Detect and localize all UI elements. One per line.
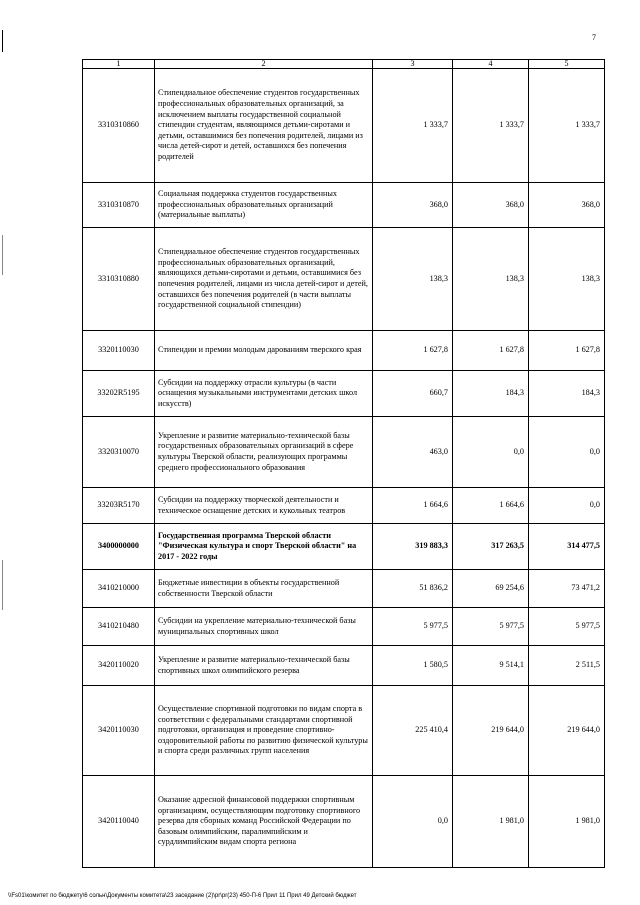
row-value-col5: 1 627,8 bbox=[529, 331, 605, 371]
row-code: 3400000000 bbox=[83, 524, 155, 570]
column-number-4: 4 bbox=[453, 60, 529, 69]
row-description: Субсидии на поддержку отрасли культуры (в части оснащения музыкальными инструментами детских школ искусств) bbox=[155, 371, 373, 417]
row-code: 33202R5195 bbox=[83, 371, 155, 417]
table-row bbox=[83, 608, 605, 646]
row-description: Оказание адресной финансовой поддержки спортивным организациям, осуществляющим подготовку спортивного резерва для сборных команд Российской Федерации по базовым олимпийским, паралимпийским и сурдлимпийским видам спорта региона bbox=[155, 776, 373, 868]
row-value-col4: 9 514,1 bbox=[453, 646, 529, 686]
row-code: 3310310860 bbox=[83, 69, 155, 183]
row-value-col4: 69 254,6 bbox=[453, 570, 529, 608]
row-value-col5: 1 981,0 bbox=[529, 776, 605, 868]
row-value-col5: 5 977,5 bbox=[529, 608, 605, 646]
row-value-col3: 319 883,3 bbox=[373, 524, 453, 570]
row-value-col4: 184,3 bbox=[453, 371, 529, 417]
row-value-col3: 1 333,7 bbox=[373, 69, 453, 183]
row-value-col3: 368,0 bbox=[373, 183, 453, 228]
row-value-col3: 660,7 bbox=[373, 371, 453, 417]
table-row bbox=[83, 331, 605, 371]
row-code: 3420110020 bbox=[83, 646, 155, 686]
row-code: 3320310070 bbox=[83, 417, 155, 488]
table-row-program-total bbox=[83, 524, 605, 570]
row-value-col4: 1 333,7 bbox=[453, 69, 529, 183]
row-value-col4: 5 977,5 bbox=[453, 608, 529, 646]
row-description: Бюджетные инвестиции в объекты государственной собственности Тверской области bbox=[155, 570, 373, 608]
row-value-col5: 368,0 bbox=[529, 183, 605, 228]
row-value-col5: 0,0 bbox=[529, 417, 605, 488]
row-value-col4: 368,0 bbox=[453, 183, 529, 228]
table-row bbox=[83, 228, 605, 331]
table-row bbox=[83, 183, 605, 228]
row-description: Укрепление и развитие материально-технической базы спортивных школ олимпийского резерва bbox=[155, 646, 373, 686]
row-value-col4: 0,0 bbox=[453, 417, 529, 488]
scan-margin-mark bbox=[2, 560, 3, 610]
row-description: Государственная программа Тверской области "Физическая культура и спорт Тверской области" на 2017 - 2022 годы bbox=[155, 524, 373, 570]
row-description: Стипендии и премии молодым дарованиям тверского края bbox=[155, 331, 373, 371]
row-code: 3420110030 bbox=[83, 686, 155, 776]
row-description: Субсидии на поддержку творческой деятельности и техническое оснащение детских и кукольных театров bbox=[155, 488, 373, 524]
row-value-col5: 73 471,2 bbox=[529, 570, 605, 608]
row-value-col5: 0,0 bbox=[529, 488, 605, 524]
row-value-col4: 138,3 bbox=[453, 228, 529, 331]
row-description: Субсидии на укрепление материально-технической базы муниципальных спортивных школ bbox=[155, 608, 373, 646]
table-row bbox=[83, 371, 605, 417]
row-value-col5: 314 477,5 bbox=[529, 524, 605, 570]
row-value-col4: 219 644,0 bbox=[453, 686, 529, 776]
row-value-col4: 1 981,0 bbox=[453, 776, 529, 868]
scan-margin-mark bbox=[2, 30, 3, 52]
row-description: Стипендиальное обеспечение студентов государственных профессиональных образовательных организаций, за исключением выплаты государственной социальной стипендии студентам, являющимся детьми-сиротами и детьми, оставшимися без попечения родителей, лицами из числа детей-сирот и детей, оставшихся без попечения родителей bbox=[155, 69, 373, 183]
table-row bbox=[83, 776, 605, 868]
table-row bbox=[83, 488, 605, 524]
row-value-col3: 51 836,2 bbox=[373, 570, 453, 608]
page-number: 7 bbox=[592, 33, 596, 42]
row-description: Стипендиальное обеспечение студентов государственных профессиональных образовательных организаций, являющихся детьми-сиротами и детьми, оставшимися без попечения родителей, лицами из числа детей-сирот и детей, оставшихся без попечения родителей (в части выплаты государственной социальной стипендии) bbox=[155, 228, 373, 331]
budget-table bbox=[82, 59, 605, 868]
row-value-col5: 1 333,7 bbox=[529, 69, 605, 183]
row-value-col5: 219 644,0 bbox=[529, 686, 605, 776]
row-code: 3410210000 bbox=[83, 570, 155, 608]
table-row bbox=[83, 686, 605, 776]
row-description: Социальная поддержка студентов государственных профессиональных образовательных организаций (материальные выплаты) bbox=[155, 183, 373, 228]
row-code: 3310310870 bbox=[83, 183, 155, 228]
row-description: Укрепление и развитие материально-технической базы государственных образовательных организаций в сфере культуры Тверской области, реализующих программы среднего профессионального образования bbox=[155, 417, 373, 488]
row-value-col5: 2 511,5 bbox=[529, 646, 605, 686]
table-row bbox=[83, 646, 605, 686]
row-code: 3420110040 bbox=[83, 776, 155, 868]
row-value-col4: 1 627,8 bbox=[453, 331, 529, 371]
column-number-3: 3 bbox=[373, 60, 453, 69]
row-description: Осуществление спортивной подготовки по видам спорта в соответствии с федеральными стандартами спортивной подготовки, организация и проведение спортивно-оздоровительной работы по развитию физической культуры и спорта среди различных групп населения bbox=[155, 686, 373, 776]
scan-margin-mark bbox=[2, 235, 3, 275]
row-value-col3: 5 977,5 bbox=[373, 608, 453, 646]
row-value-col3: 1 664,6 bbox=[373, 488, 453, 524]
row-code: 3310310880 bbox=[83, 228, 155, 331]
row-code: 3410210480 bbox=[83, 608, 155, 646]
table-row bbox=[83, 417, 605, 488]
row-value-col3: 1 627,8 bbox=[373, 331, 453, 371]
row-value-col3: 0,0 bbox=[373, 776, 453, 868]
row-value-col4: 317 263,5 bbox=[453, 524, 529, 570]
table-row bbox=[83, 69, 605, 183]
row-value-col3: 1 580,5 bbox=[373, 646, 453, 686]
column-number-1: 1 bbox=[83, 60, 155, 69]
row-value-col5: 184,3 bbox=[529, 371, 605, 417]
row-value-col3: 138,3 bbox=[373, 228, 453, 331]
table-row bbox=[83, 570, 605, 608]
row-value-col3: 225 410,4 bbox=[373, 686, 453, 776]
row-value-col5: 138,3 bbox=[529, 228, 605, 331]
row-value-col3: 463,0 bbox=[373, 417, 453, 488]
column-number-5: 5 bbox=[529, 60, 605, 69]
row-code: 33203R5170 bbox=[83, 488, 155, 524]
row-code: 3320110030 bbox=[83, 331, 155, 371]
row-value-col4: 1 664,6 bbox=[453, 488, 529, 524]
table-header-row bbox=[83, 60, 605, 69]
footer-file-path: \\Fs01\комитет по бюджету\6 сольн\Документы комитета\23 заседание (2)\pr\pr(23) 450-П-6 Прил 11 Прил 49 Детский бюджет bbox=[8, 893, 357, 899]
column-number-2: 2 bbox=[155, 60, 373, 69]
